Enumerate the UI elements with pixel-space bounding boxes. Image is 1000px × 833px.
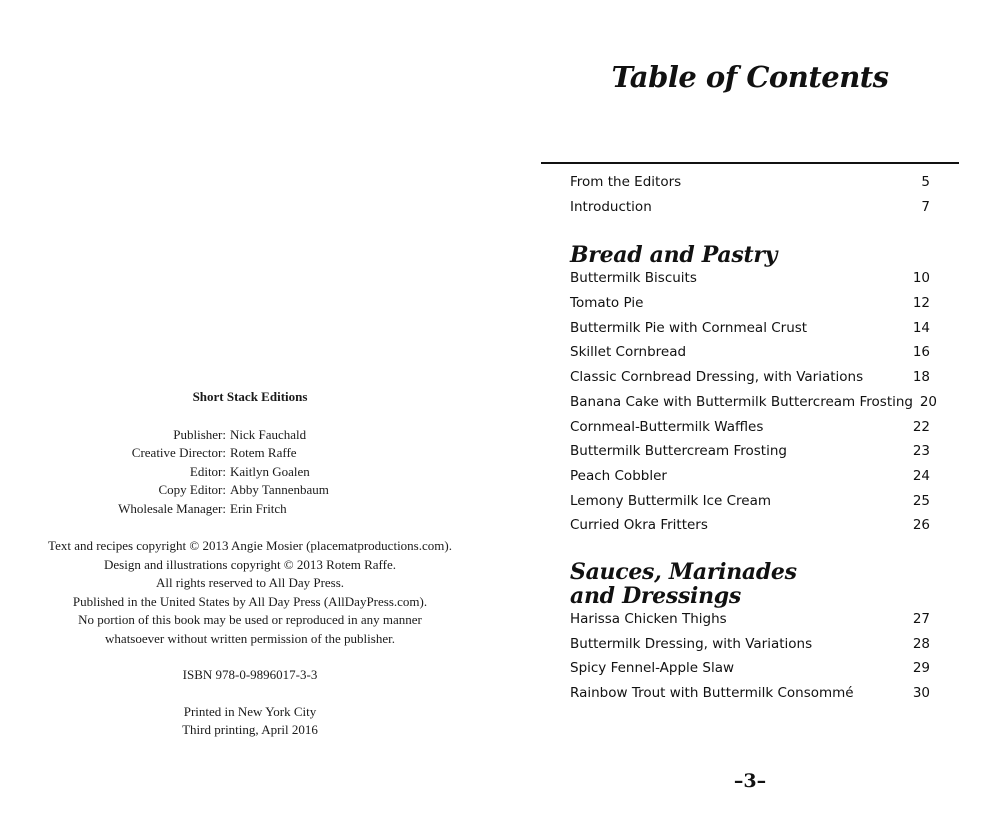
entry-page-number: 7: [921, 198, 930, 215]
credit-row: [0, 444, 500, 463]
section-heading-line: Sauces, Marinades: [570, 558, 797, 585]
credit-row: [0, 481, 500, 500]
section-heading: [570, 560, 930, 608]
entry-page-number: 12: [912, 295, 930, 312]
entry-page-number: 5: [921, 174, 930, 190]
isbn: ISBN 978-0-9896017-3-3: [182, 667, 318, 682]
toc-entry[interactable]: [570, 468, 930, 493]
entry-title: Tomato Pie: [570, 295, 644, 312]
entry-title: Skillet Cornbread: [570, 344, 687, 361]
entry-page-number: 29: [912, 660, 930, 677]
credit-name: Rotem Raffe: [230, 445, 297, 460]
entry-title: Lemony Buttermilk Ice Cream: [570, 492, 772, 509]
entry-page-number: 22: [912, 418, 930, 435]
toc-entry[interactable]: [570, 295, 930, 320]
toc-entry[interactable]: [570, 419, 930, 444]
credit-role: Creative Director:: [131, 445, 226, 460]
entry-title: Harissa Chicken Thighs: [570, 610, 727, 627]
section-heading: [570, 243, 930, 267]
printing-edition: Third printing, April 2016: [182, 722, 318, 737]
entry-title: Banana Cake with Buttermilk Buttercream Frosting: [570, 393, 913, 410]
credit-row: [0, 500, 500, 519]
copyright-line: whatsoever without written permission of the publisher.: [105, 630, 395, 646]
entry-title: Buttermilk Dressing, with Variations: [570, 635, 813, 652]
entry-page-number: 26: [912, 517, 930, 534]
credit-row: [0, 426, 500, 445]
copyright-line: Published in the United States by All Day Press (AllDayPress.com).: [72, 593, 428, 609]
copyright-notice: [0, 537, 500, 648]
toc-entry[interactable]: [570, 199, 930, 224]
toc-entry[interactable]: [570, 174, 930, 199]
title-divider: [541, 162, 959, 164]
section-heading-line: and Dressings: [570, 582, 741, 609]
toc-entry[interactable]: [570, 517, 930, 542]
toc-entry[interactable]: [570, 320, 930, 345]
entry-page-number: 18: [912, 369, 930, 386]
toc-entry[interactable]: [570, 660, 930, 685]
toc-entry[interactable]: [570, 636, 930, 661]
page-title: Table of Contents: [611, 60, 889, 94]
entry-title: Peach Cobbler: [570, 467, 667, 484]
toc-entry[interactable]: [570, 611, 930, 636]
toc-list: [570, 174, 937, 710]
entry-title: Buttermilk Buttercream Frosting: [570, 443, 787, 460]
entry-page-number: 30: [912, 685, 930, 701]
credit-name: Kaitlyn Goalen: [230, 463, 310, 479]
toc-entry[interactable]: [570, 344, 930, 369]
toc-entry[interactable]: [570, 443, 930, 468]
table-of-contents-page: [541, 0, 959, 833]
credit-name: Nick Fauchald: [230, 426, 307, 442]
entry-page-number: 16: [912, 344, 930, 361]
toc-entry[interactable]: [570, 369, 930, 394]
entry-title: Rainbow Trout with Buttermilk Consommé: [570, 685, 854, 701]
printing-info: [0, 703, 500, 740]
entry-page-number: 27: [912, 610, 930, 627]
section-heading-line: Bread and Pastry: [570, 242, 778, 269]
entry-title: Cornmeal-Buttermilk Waffles: [570, 418, 764, 435]
entry-title: From the Editors: [570, 174, 682, 190]
entry-title: Curried Okra Fritters: [570, 517, 708, 534]
credit-role: Publisher:: [173, 426, 226, 442]
credit-name: Erin Fritch: [230, 500, 287, 516]
entry-page-number: 14: [912, 319, 930, 336]
entry-page-number: 10: [912, 270, 930, 287]
toc-entry[interactable]: [570, 393, 937, 419]
copyright-line: No portion of this book may be used or reproduced in any manner: [78, 612, 422, 627]
credit-name: Abby Tannenbaum: [230, 482, 329, 497]
credit-role: Editor:: [189, 463, 226, 479]
entry-title: Buttermilk Pie with Cornmeal Crust: [570, 319, 808, 336]
toc-entry[interactable]: [570, 685, 930, 710]
entry-page-number: 23: [912, 443, 930, 460]
copyright-line: Design and illustrations copyright © 2013 Rotem Raffe.: [104, 556, 396, 572]
entry-page-number: 20: [919, 393, 937, 410]
page-number: –3–: [733, 770, 767, 792]
toc-entry[interactable]: [570, 270, 930, 295]
entry-title: Introduction: [570, 198, 652, 215]
credit-role: Copy Editor:: [158, 482, 226, 497]
entry-page-number: 25: [912, 492, 930, 509]
colophon: [0, 388, 500, 740]
entry-title: Spicy Fennel-Apple Slaw: [570, 660, 735, 677]
toc-entry[interactable]: [570, 493, 930, 518]
entry-page-number: 24: [912, 467, 930, 484]
copyright-line: Text and recipes copyright © 2013 Angie Mosier (placematproductions.com).: [48, 538, 452, 553]
entry-title: Buttermilk Biscuits: [570, 270, 697, 287]
credits-list: [0, 426, 500, 519]
credit-row: [0, 463, 500, 482]
copyright-line: All rights reserved to All Day Press.: [155, 575, 345, 590]
entry-page-number: 28: [912, 635, 930, 652]
entry-title: Classic Cornbread Dressing, with Variations: [570, 369, 864, 386]
printing-location: Printed in New York City: [183, 703, 317, 719]
credit-role: Wholesale Manager:: [118, 500, 226, 516]
imprint-name: Short Stack Editions: [192, 389, 308, 404]
